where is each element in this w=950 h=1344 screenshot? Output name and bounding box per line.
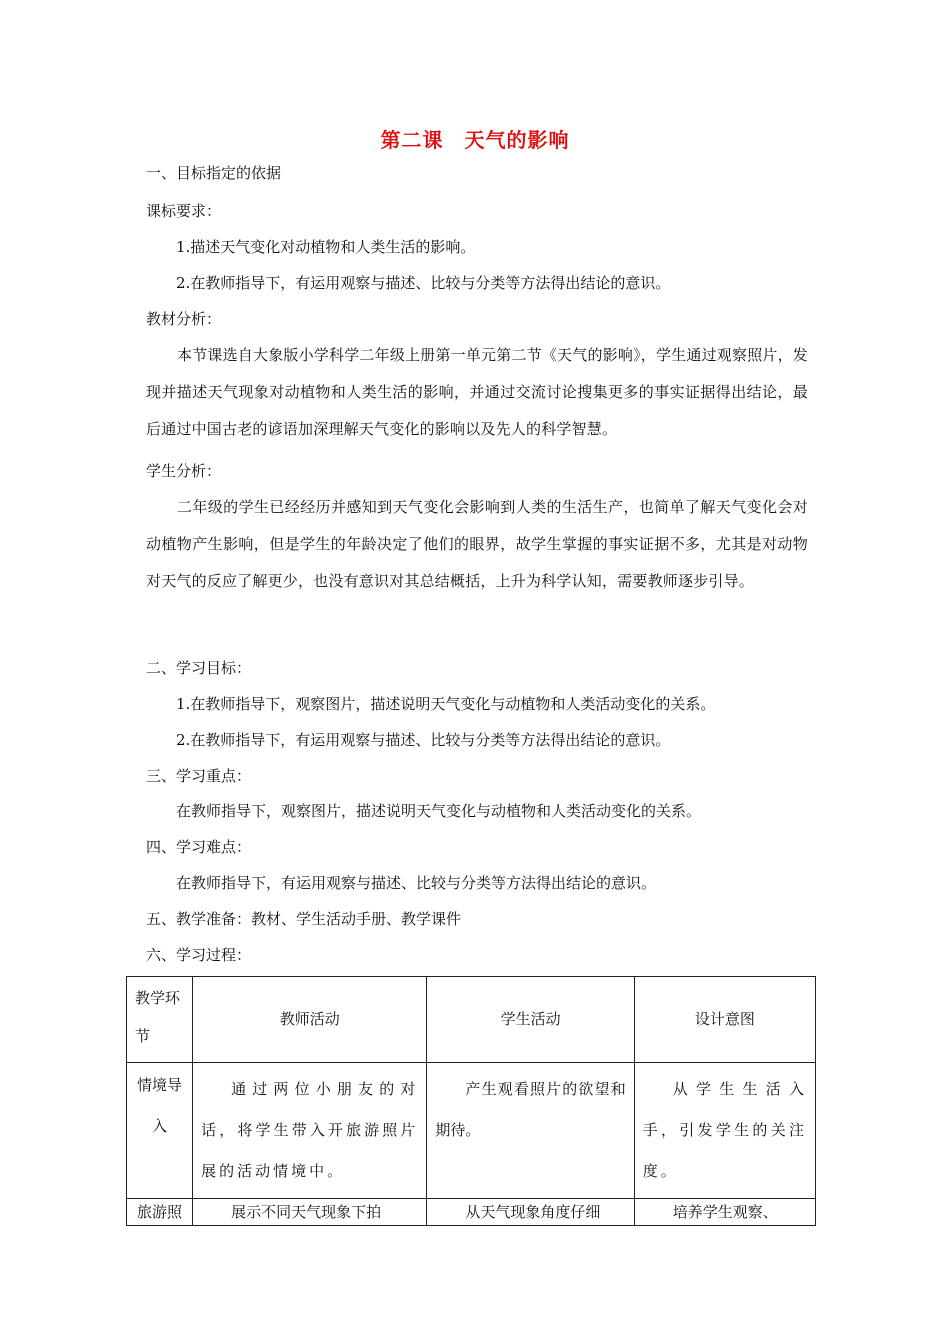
section-3-heading: 三、学习重点： [146,767,252,785]
teacher-activity-text: 展示不同天气现象下拍 [231,1203,382,1221]
student-activity-cell [427,1199,634,1226]
header-cell-teacher [193,977,427,1063]
goal-item-1: 1.在教师指导下，观察图片，描述说明天气变化与动植物和人类活动变化的关系。 [176,695,716,713]
stage-text: 旅游照 [137,1203,183,1221]
stage-cell [127,1063,193,1199]
stage-line1: 情境导 [137,1076,183,1094]
section-5-heading: 五、教学准备：教材、学生活动手册、教学课件 [146,910,462,928]
student-analysis-text: 二年级的学生已经经历并感知到天气变化会影响到人类的生活生产，也简单了解天气变化会对动植物产生影响，但是学生的年龄决定了他们的眼界，故学生掌握的事实证据不多，尤其是对动物对天气的反应了解更少，也没有意识对其总结概括，上升为科学认知，需要教师逐步引导。 [146,498,808,590]
lesson-process-table [126,976,816,1226]
goal-item-2: 2.在教师指导下，有运用观察与描述、比较与分类等方法得出结论的意识。 [176,731,671,749]
standards-heading: 课标要求： [146,202,222,220]
section-6-heading: 六、学习过程： [146,946,252,964]
stage-cell [127,1199,193,1226]
intent-text: 从学生生活入手，引发学生的关注度。 [642,1080,807,1180]
teacher-activity-cell [193,1063,427,1199]
lesson-title: 第二课 天气的影响 [380,128,570,152]
table-row [127,1063,816,1199]
teacher-activity-text: 通过两位小朋友的对话，将学生带入开旅游照片展的活动情境中。 [201,1080,419,1180]
header-cell-intent [634,977,815,1063]
standard-item-2: 2.在教师指导下，有运用观察与描述、比较与分类等方法得出结论的意识。 [176,274,671,292]
material-heading: 教材分析： [146,310,222,328]
intent-cell [634,1199,815,1226]
standard-item-1: 1.描述天气变化对动植物和人类生活的影响。 [176,238,476,256]
section-4-heading: 四、学习难点： [146,838,252,856]
key-point-text: 在教师指导下，观察图片，描述说明天气变化与动植物和人类活动变化的关系。 [176,802,702,820]
intent-text: 培养学生观察、 [672,1203,778,1221]
header-student-label: 学生活动 [500,1010,561,1028]
stage-line2: 入 [152,1117,168,1135]
section-2-heading: 二、学习目标： [146,659,252,677]
student-activity-text: 产生观看照片的欲望和期待。 [435,1080,626,1139]
header-stage-line1: 教学环 [135,989,181,1007]
material-analysis-text: 本节课选自大象版小学科学二年级上册第一单元第二节《天气的影响》，学生通过观察照片，发现并描述天气现象对动植物和人类生活的影响，并通过交流讨论搜集更多的事实证据得出结论，最后通过中国古老的谚语加深理解天气变化的影响以及先人的科学智慧。 [146,346,808,438]
student-activity-text: 从天气现象角度仔细 [465,1203,601,1221]
student-activity-cell [427,1063,634,1199]
section-1-heading: 一、目标指定的依据 [146,164,282,182]
header-cell-stage [127,977,193,1063]
intent-cell [634,1063,815,1199]
header-intent-label: 设计意图 [694,1010,755,1028]
table-row [127,1199,816,1226]
table-header-row [127,977,816,1063]
header-stage-line2: 节 [135,1027,151,1045]
difficulty-text: 在教师指导下，有运用观察与描述、比较与分类等方法得出结论的意识。 [176,874,657,892]
header-teacher-label: 教师活动 [279,1010,340,1028]
teacher-activity-cell [193,1199,427,1226]
student-heading: 学生分析： [146,462,222,480]
header-cell-student [427,977,634,1063]
